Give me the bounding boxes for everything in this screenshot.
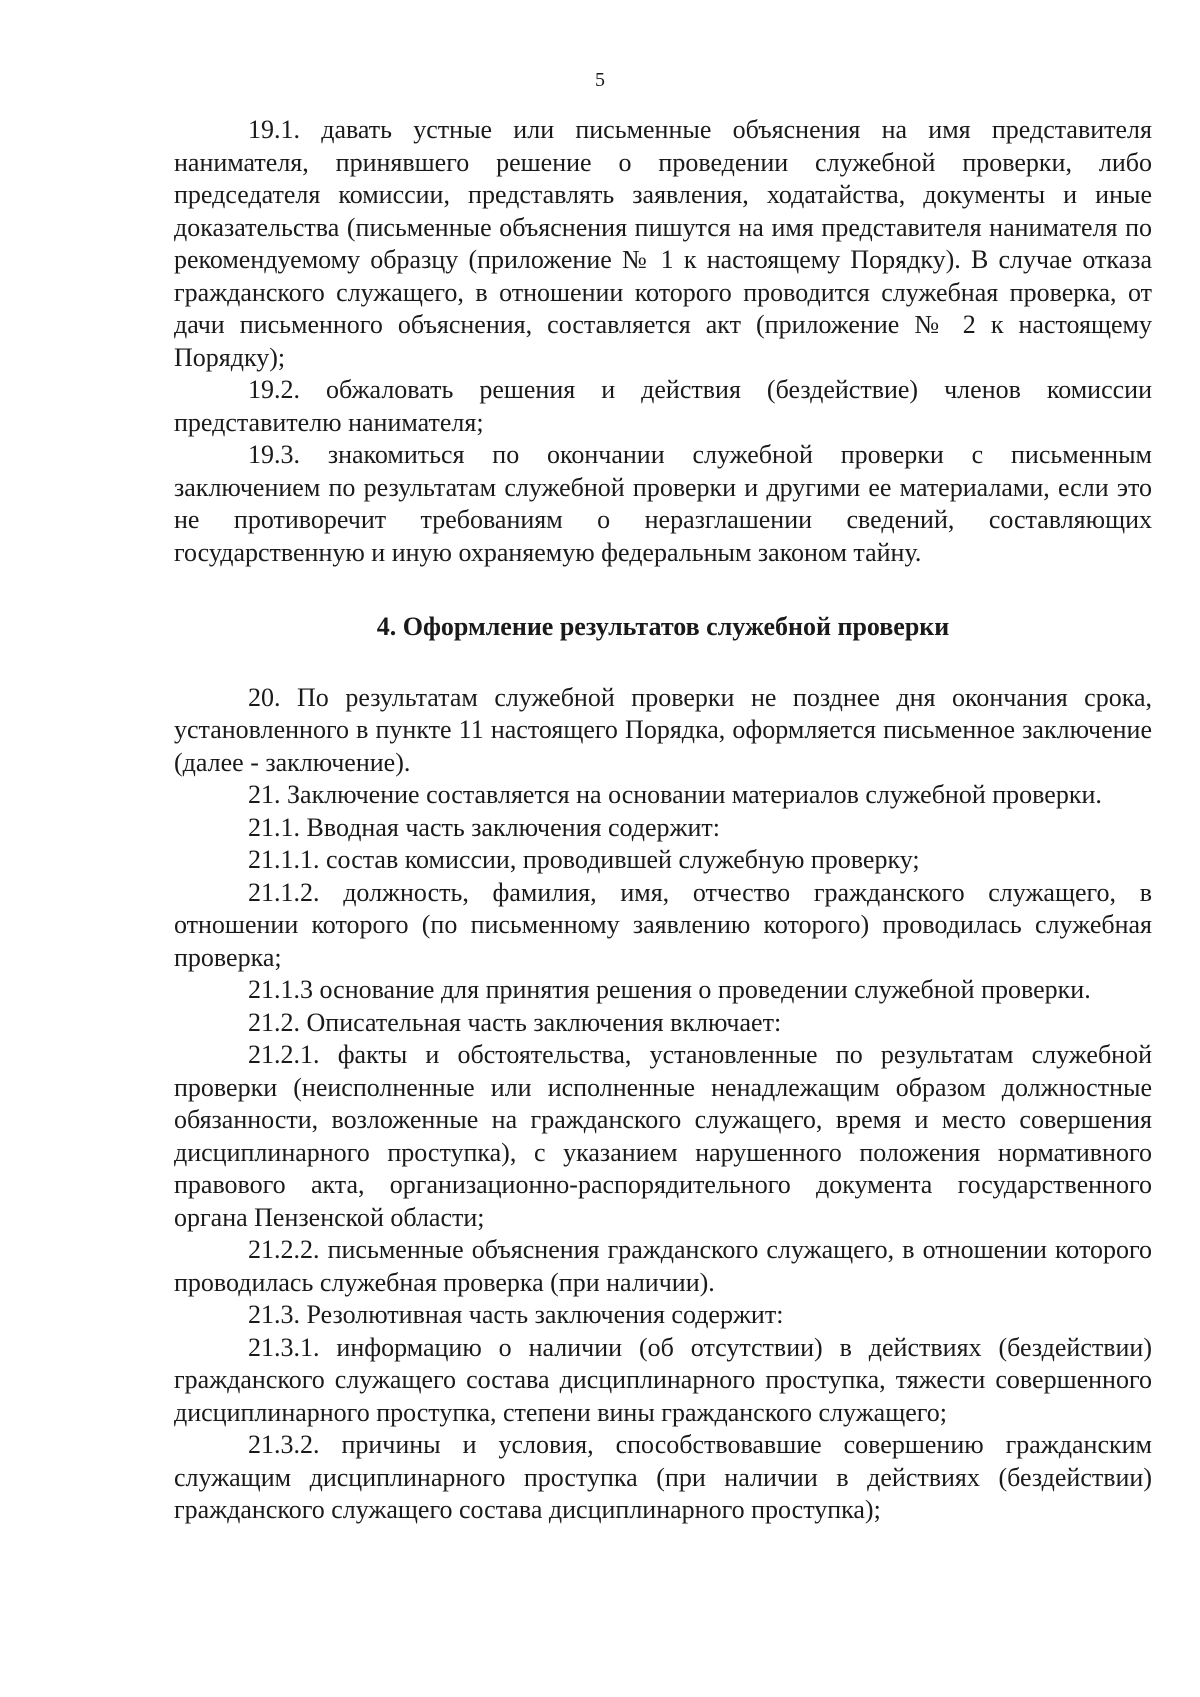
paragraph-21: 21. Заключение составляется на основании материалов служебной проверки.: [248, 780, 1102, 809]
paragraph-21-1: 21.1. Вводная часть заключения содержит:: [248, 812, 720, 842]
paragraph-19-3: 19.3. знакомиться по окончании служебной проверки с письменным заключением по результатам служебной проверки и другими ее материалами, если это не противоречит требованиям о неразглашении сведений, составляющих государственную и иную охраняемую федеральным законом тайну.: [174, 440, 1152, 567]
paragraph-21-3-2: 21.3.2. причины и условия, способствовавшие совершению гражданским служащим дисциплинарного проступка (при наличии в действиях (бездействии) гражданского служащего состава дисциплинарного проступка);: [174, 1430, 1152, 1524]
paragraph-19-2: 19.2. обжаловать решения и действия (бездействие) членов комиссии представителю нанимателя;: [174, 375, 1152, 437]
paragraph-21-2-1: 21.2.1. факты и обстоятельства, установленные по результатам служебной проверки (неисполненные или исполненные ненадлежащим образом должностные обязанности, возложенные на гражданского служащего, время и место совершения дисциплинарного проступка), с указанием нарушенного положения нормативного правового акта, организационно-распорядительного документа государственного органа Пензенской области;: [174, 1040, 1152, 1232]
section-heading: 4. Оформление результатов служебной проверки: [376, 612, 950, 641]
paragraph-21-1-1: 21.1.1. состав комиссии, проводившей служебную проверку;: [248, 845, 920, 874]
paragraph-21-2-2: 21.2.2. письменные объяснения гражданского служащего, в отношении которого проводилась служебная проверка (при наличии).: [174, 1235, 1152, 1297]
paragraph-21-1-2: 21.1.2. должность, фамилия, имя, отчество гражданского служащего, в отношении которого (по письменному заявлению которого) проводилась служебная проверка;: [174, 877, 1152, 972]
paragraph-20: 20. По результатам служебной проверки не позднее дня окончания срока, установленного в пункте 11 настоящего Порядка, оформляется письменное заключение (далее - заключение).: [174, 682, 1152, 777]
paragraph-21-3-1: 21.3.1. информацию о наличии (об отсутствии) в действиях (бездействии) гражданского служащего состава дисциплинарного проступка, тяжести совершенного дисциплинарного проступка, степени вины гражданского служащего;: [174, 1332, 1152, 1427]
document-body: [174, 114, 1152, 1527]
paragraph-21-1-3: 21.1.3 основание для принятия решения о проведении служебной проверки.: [248, 975, 1091, 1004]
paragraph-21-2: 21.2. Описательная часть заключения включает:: [248, 1007, 782, 1037]
page-number: 5: [595, 69, 605, 91]
paragraph-19-1: 19.1. давать устные или письменные объяснения на имя представителя нанимателя, принявшего решение о проведении служебной проверки, либо председателя комиссии, представлять заявления, ходатайства, документы и иные доказательства (письменные объяснения пишутся на имя представителя нанимателя по рекомендуемому образцу (приложение № 1 к настоящему Порядку). В случае отказа гражданского служащего, в отношении которого проводится служебная проверка, от дачи письменного объяснения, составляется акт (приложение № 2 к настоящему Порядку);: [174, 115, 1152, 372]
paragraph-21-3: 21.3. Резолютивная часть заключения содержит:: [248, 1300, 784, 1329]
